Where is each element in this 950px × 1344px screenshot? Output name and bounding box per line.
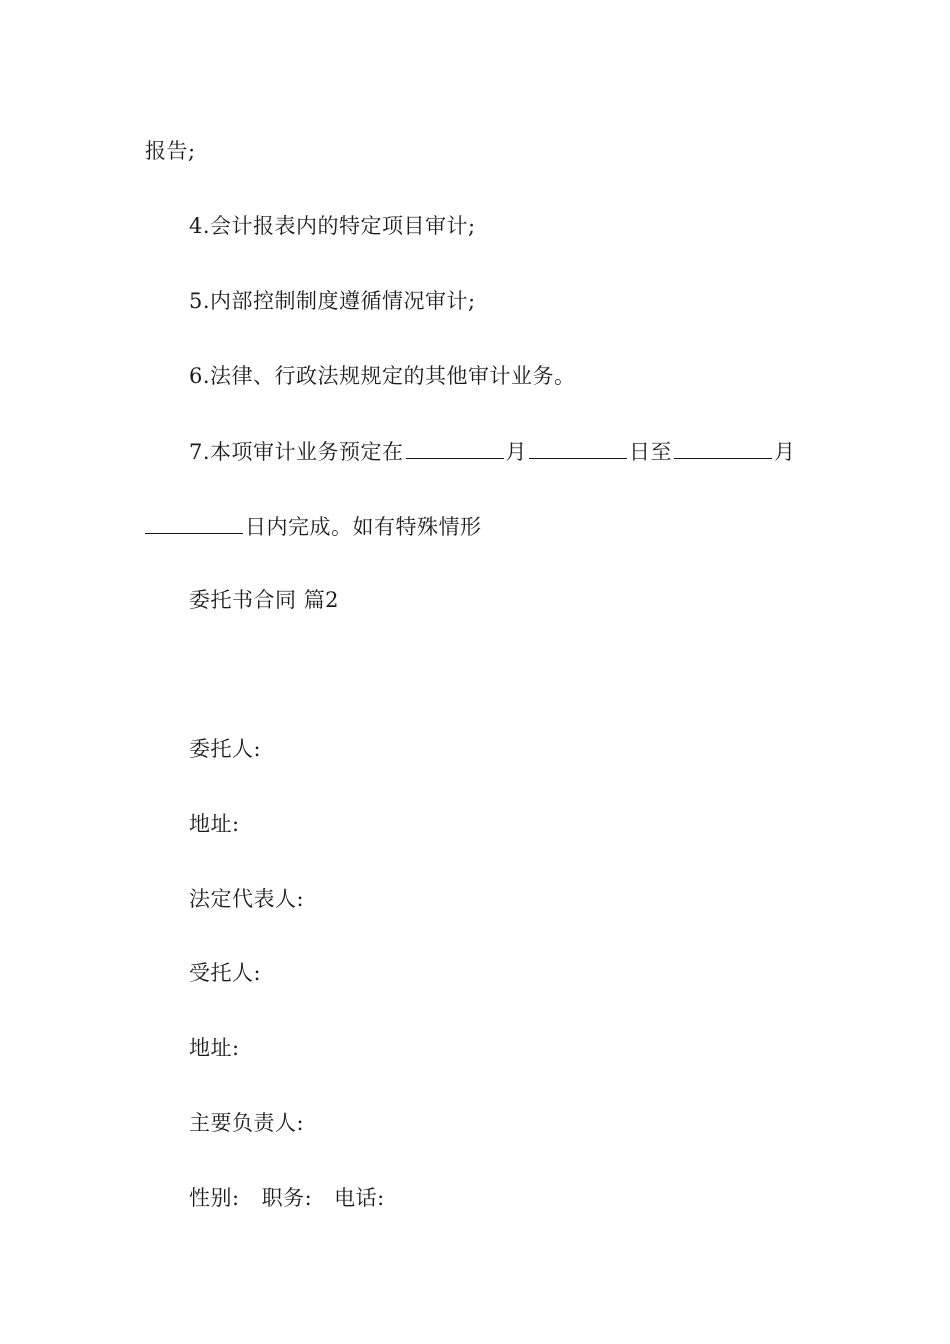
list-item-4: 4.会计报表内的特定项目审计; (189, 214, 476, 238)
label-month-end: 月 (774, 440, 796, 464)
field-principal-address: 地址: (189, 812, 240, 836)
field-agent-address: 地址: (189, 1036, 240, 1060)
field-gender: 性别: (189, 1186, 240, 1210)
list-item-6: 6.法律、行政法规规定的其他审计业务。 (189, 364, 576, 388)
field-person-details (189, 1184, 385, 1212)
section-title: 委托书合同 (189, 588, 297, 612)
blank-day-start (529, 436, 627, 459)
list-item-7-continued (145, 511, 482, 541)
field-position: 职务: (261, 1186, 313, 1210)
field-phone: 电话: (334, 1186, 385, 1210)
list-item-7-prefix: 7.本项审计业务预定在 (189, 440, 404, 464)
blank-month-end (674, 436, 772, 459)
blank-month-start (406, 436, 504, 459)
section-heading (189, 586, 339, 614)
label-month-start: 月 (505, 440, 528, 464)
field-main-person-in-charge: 主要负责人: (189, 1111, 305, 1135)
field-agent: 受托人: (189, 961, 262, 985)
section-part: 篇2 (303, 588, 340, 612)
list-item-7 (189, 436, 796, 466)
field-principal: 委托人: (189, 737, 262, 761)
list-item-7-suffix: 日内完成。如有特殊情形 (245, 515, 482, 539)
list-item-5: 5.内部控制制度遵循情况审计; (189, 289, 476, 313)
label-day-to: 日至 (629, 440, 673, 464)
field-legal-representative: 法定代表人: (189, 887, 305, 911)
text-line-report: 报告; (145, 139, 196, 163)
blank-day-end (145, 511, 243, 534)
